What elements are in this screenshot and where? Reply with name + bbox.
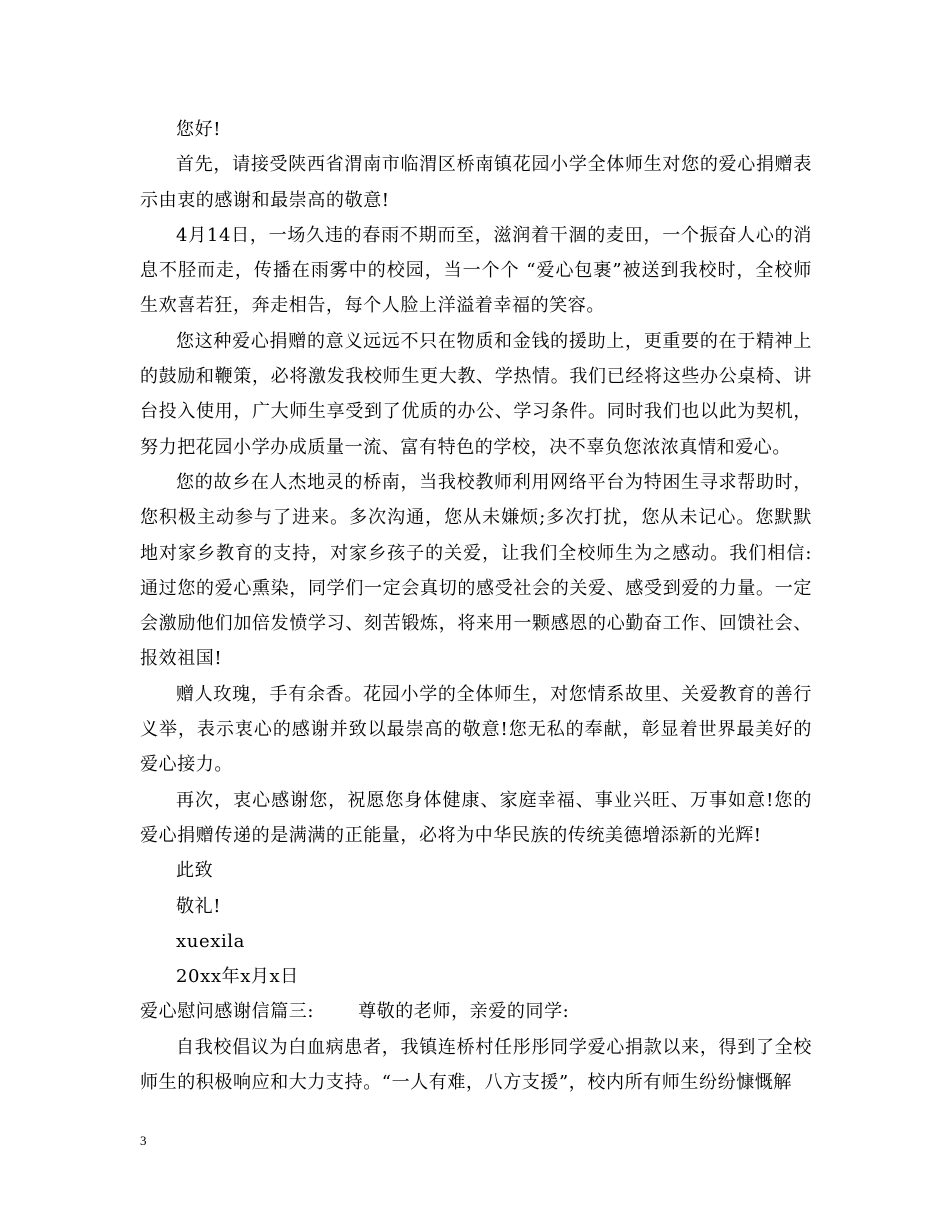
paragraph-spring-rain: 4月14日，一场久违的春雨不期而至，滋润着干涸的麦田，一个振奋人心的消息不胫而走，传播在雨雾中的校园，当一个个 “爱心包裹”被送到我校时，全校师生欢喜若狂，奔走相告，每个人脸上洋溢着幸福的笑容。	[140, 224, 812, 317]
section-paragraph: 自我校倡议为白血病患者，我镇连桥村任彤彤同学爱心捐款以来，得到了全校师生的积极响应和大力支持。“一人有难，八方支援”，校内所有师生纷纷慷慨解	[140, 1036, 812, 1094]
section-title: 爱心慰问感谢信篇三:	[140, 1001, 315, 1023]
letter-greeting: 您好!	[176, 119, 222, 140]
paragraph-thanks: 首先，请接受陕西省渭南市临渭区桥南镇花园小学全体师生对您的爱心捐赠表示由衷的感谢和最崇高的敬意!	[140, 154, 812, 211]
section-greeting: 尊敬的老师，亲爱的同学:	[358, 1001, 570, 1023]
page-number: 3	[140, 1133, 147, 1148]
paragraph-roses: 赠人玫瑰，手有余香。花园小学的全体师生，对您情系故里、关爱教育的善行义举，表示衷心的感谢并致以最崇高的敬意!您无私的奉献，彰显着世界最美好的爱心接力。	[140, 683, 812, 776]
letter-date: 20xx年x月x日	[176, 966, 299, 988]
section-heading-line	[140, 994, 812, 1029]
letter-body	[140, 112, 812, 1100]
paragraph-hometown: 您的故乡在人杰地灵的桥南，当我校教师利用网络平台为特困生寻求帮助时，您积极主动参与了进来。多次沟通，您从未嫌烦;多次打扰，您从未记心。您默默地对家乡教育的支持，对家乡孩子的关爱，让我们全校师生为之感动。我们相信:通过您的爱心熏染，同学们一定会真切的感受社会的关爱、感受到爱的力量。一定会激励他们加倍发愤学习、刻苦锻炼，将来用一颗感恩的心勤奋工作、回馈社会、报效祖国!	[140, 471, 812, 670]
letter-signature: xuexila	[176, 930, 245, 952]
letter-salute: 敬礼!	[176, 895, 222, 917]
paragraph-wishes: 再次，衷心感谢您，祝愿您身体健康、家庭幸福、事业兴旺、万事如意!您的爱心捐赠传递的是满满的正能量，必将为中华民族的传统美德增添新的光辉!	[140, 789, 812, 846]
letter-closing: 此致	[176, 860, 214, 882]
paragraph-significance: 您这种爱心捐赠的意义远远不只在物质和金钱的援助上，更重要的在于精神上的鼓励和鞭策，必将激发我校师生更大教、学热情。我们已经将这些办公桌椅、讲台投入使用，广大师生享受到了优质的办公、学习条件。同时我们也以此为契机，努力把花园小学办成质量一流、富有特色的学校，决不辜负您浓浓真情和爱心。	[140, 330, 812, 458]
